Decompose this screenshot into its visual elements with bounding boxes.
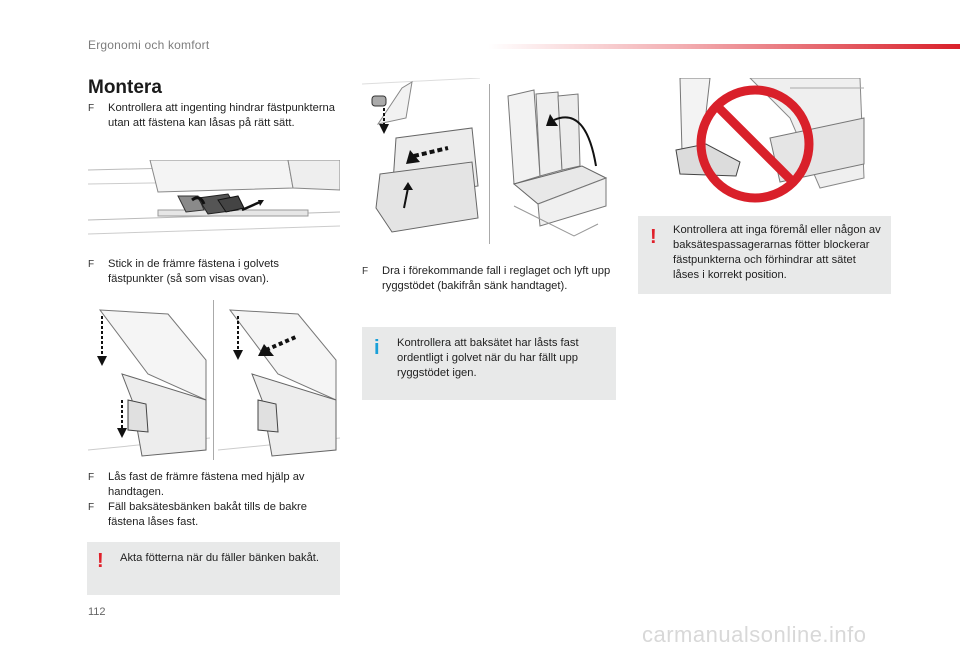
info-note <box>362 327 616 400</box>
bullet-text: Lås fast de främre fästena med hjälp av handtagen. <box>108 471 305 498</box>
bullet-item <box>362 264 617 296</box>
bullet-text: Fäll baksätesbänken bakåt tills de bakre fästena låses fast. <box>108 501 308 528</box>
warning-icon: ! <box>97 550 104 572</box>
figure-lock-front-anchors-left <box>88 300 210 460</box>
warning-text: Kontrollera att inga föremål eller någon av baksätespassagerarnas fötter blockerar fästpunkterna och förhindrar att sätet låses i korrekt position. <box>673 224 881 281</box>
bullet-marker: F <box>88 502 95 513</box>
bullet-marker: F <box>88 103 95 114</box>
bullet-item <box>88 500 343 530</box>
bullet-item <box>88 101 343 147</box>
watermark: carmanualsonline.info <box>642 622 867 647</box>
bullet-item <box>88 257 343 289</box>
warning-icon: ! <box>650 226 657 248</box>
bullet-marker: F <box>88 472 95 483</box>
page-title: Montera <box>88 77 162 98</box>
figure-lock-front-anchors-right <box>218 300 340 460</box>
warning-note <box>638 216 891 294</box>
figure-divider <box>213 300 214 460</box>
page-number: 112 <box>88 606 106 618</box>
warning-text: Akta fötterna när du fäller bänken bakåt. <box>120 552 320 564</box>
bullet-marker: F <box>88 259 95 270</box>
figure-floor-anchors <box>88 160 340 248</box>
bullet-text: Stick in de främre fästena i golvets fästpunkter (så som visas ovan). <box>108 258 279 285</box>
figure-divider <box>489 84 490 244</box>
info-icon: i <box>374 337 380 359</box>
bullet-item <box>88 470 343 500</box>
figure-seat-backrest-release <box>362 78 480 246</box>
bullet-text: Kontrollera att ingenting hindrar fästpunkterna utan att fästena kan låsas på rätt sätt. <box>108 102 336 129</box>
header-accent-bar <box>488 44 960 49</box>
info-text: Kontrollera att baksätet har låsts fast ordentligt i golvet när du har fällt upp ryggstödet igen. <box>397 337 579 379</box>
figure-seat-backrest-raise <box>494 86 616 246</box>
bullet-text: Dra i förekommande fall i reglaget och lyft upp ryggstödet (bakifrån sänk handtaget). <box>382 265 611 292</box>
section-header: Ergonomi och komfort <box>88 38 210 52</box>
bullet-marker: F <box>362 266 369 277</box>
warning-note <box>87 542 340 595</box>
figure-feet-prohibited <box>640 78 868 210</box>
